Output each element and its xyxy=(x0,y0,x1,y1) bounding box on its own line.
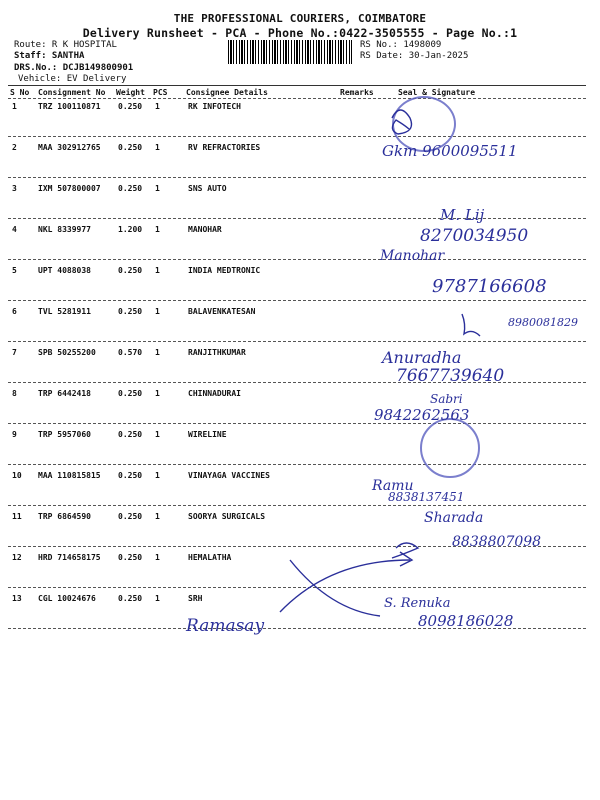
signature-row8-phone: 7667739640 xyxy=(396,366,505,386)
header-top-rule xyxy=(8,85,586,86)
signature-row8: Anuradha xyxy=(382,348,462,367)
row-consignment: SPB 50255200 xyxy=(38,348,96,357)
row-pcs: 1 xyxy=(155,266,160,275)
row-sno: 9 xyxy=(12,430,17,439)
row-weight: 0.570 xyxy=(118,348,143,357)
signature-row11: Ramu xyxy=(372,478,414,494)
barcode xyxy=(228,40,352,64)
col-pcs: PCS xyxy=(153,88,168,97)
signature-row9-phone: 9842262563 xyxy=(374,406,470,424)
company-title: THE PROFESSIONAL COURIERS, COIMBATORE xyxy=(173,12,427,25)
signature-row11-phone: 8838137451 xyxy=(388,490,465,504)
signature-row4: M. Lij xyxy=(440,206,485,224)
row-pcs: 1 xyxy=(155,430,160,439)
row-pcs: 1 xyxy=(155,389,160,398)
stamp-vaccines xyxy=(420,418,480,478)
col-remarks: Remarks xyxy=(340,88,374,97)
row-weight: 0.250 xyxy=(118,430,143,439)
signature-row15: Ramasay xyxy=(186,616,265,636)
row-divider xyxy=(8,587,586,588)
row-consignee: INDIA MEDTRONIC xyxy=(188,266,261,275)
row-pcs: 1 xyxy=(155,594,160,603)
row-sno: 1 xyxy=(12,102,17,111)
row-sno: 11 xyxy=(12,512,22,521)
row-consignee: SNS AUTO xyxy=(188,184,227,193)
row-weight: 0.250 xyxy=(118,102,143,111)
row-consignment: TRP 5957060 xyxy=(38,430,91,439)
row-weight: 0.250 xyxy=(118,594,143,603)
row-sno: 12 xyxy=(12,553,22,562)
header-bottom-rule xyxy=(8,98,586,99)
route-label: Route: R K HOSPITAL xyxy=(14,40,117,50)
row-divider xyxy=(8,177,586,178)
row-consignee: CHINNADURAI xyxy=(188,389,241,398)
row-sno: 4 xyxy=(12,225,17,234)
row-sno: 7 xyxy=(12,348,17,357)
row-consignee: BALAVENKATESAN xyxy=(188,307,256,316)
col-consignee: Consignee Details xyxy=(186,88,268,97)
row-consignment: TRZ 100110871 xyxy=(38,102,101,111)
row-pcs: 1 xyxy=(155,184,160,193)
row-consignee: MANOHAR xyxy=(188,225,222,234)
row-weight: 1.200 xyxy=(118,225,143,234)
col-weight: Weight xyxy=(116,88,145,97)
rs-date: RS Date: 30-Jan-2025 xyxy=(360,51,469,61)
row-weight: 0.250 xyxy=(118,553,143,562)
row-divider xyxy=(8,136,586,137)
row-pcs: 1 xyxy=(155,225,160,234)
row-sno: 10 xyxy=(12,471,22,480)
delivery-arrow-head xyxy=(400,552,412,566)
row-consignee: HEMALATHA xyxy=(188,553,232,562)
row-consignee: WIRELINE xyxy=(188,430,227,439)
row-divider xyxy=(8,218,586,219)
col-sno: S No xyxy=(10,88,30,97)
row-divider xyxy=(8,505,586,506)
row-weight: 0.250 xyxy=(118,307,143,316)
row-divider xyxy=(8,341,586,342)
row-weight: 0.250 xyxy=(118,512,143,521)
row-consignee: VINAYAGA VACCINES xyxy=(188,471,270,480)
signature-row4-phone: 8270034950 xyxy=(420,226,529,246)
row-divider xyxy=(8,300,586,301)
col-seal: Seal & Signature xyxy=(398,88,476,97)
rs-number: RS No.: 1498009 xyxy=(360,40,442,50)
signature-row2: Gkm 9600095511 xyxy=(382,142,518,160)
row-pcs: 1 xyxy=(155,102,160,111)
row-consignment: UPT 4088038 xyxy=(38,266,91,275)
signature-scribble-6 xyxy=(462,314,480,336)
row-sno: 2 xyxy=(12,143,17,152)
staff-label: Staff: SANTHA xyxy=(14,51,85,61)
row-consignment: MAA 110815815 xyxy=(38,471,101,480)
row-consignee: RANJITHKUMAR xyxy=(188,348,246,357)
row-weight: 0.250 xyxy=(118,184,143,193)
row-sno: 6 xyxy=(12,307,17,316)
row-weight: 0.250 xyxy=(118,266,143,275)
signature-row12: Sharada xyxy=(424,510,484,526)
row-pcs: 1 xyxy=(155,512,160,521)
signature-row14-phone: 8098186028 xyxy=(418,612,514,630)
row-consignment: CGL 10024676 xyxy=(38,594,96,603)
row-pcs: 1 xyxy=(155,143,160,152)
row-consignment: NKL 8339977 xyxy=(38,225,91,234)
row-divider xyxy=(8,259,586,260)
row-consignee: SOORYA SURGICALS xyxy=(188,512,266,521)
signature-row6-phone: 9787166608 xyxy=(432,276,547,297)
row-consignment: IXM 507800007 xyxy=(38,184,101,193)
row-pcs: 1 xyxy=(155,307,160,316)
row-sno: 13 xyxy=(12,594,22,603)
signature-row7-phone: 8980081829 xyxy=(508,316,578,329)
row-divider xyxy=(8,423,586,424)
row-sno: 5 xyxy=(12,266,17,275)
row-consignee: RK INFOTECH xyxy=(188,102,241,111)
row-consignment: MAA 302912765 xyxy=(38,143,101,152)
signature-row5: Manohar xyxy=(380,248,445,264)
row-weight: 0.250 xyxy=(118,143,143,152)
runsheet-subtitle: Delivery Runsheet - PCA - Phone No.:0422-3505555 - Page No.:1 xyxy=(82,26,518,40)
row-sno: 8 xyxy=(12,389,17,398)
delivery-cross-line xyxy=(290,560,380,616)
row-pcs: 1 xyxy=(155,553,160,562)
signature-row13-phone: 8838807098 xyxy=(452,534,542,550)
row-consignment: TRP 6442418 xyxy=(38,389,91,398)
drs-number: DRS.No.: DCJB149800901 xyxy=(14,63,134,73)
row-sno: 3 xyxy=(12,184,17,193)
row-weight: 0.250 xyxy=(118,389,143,398)
row-consignment: HRD 714658175 xyxy=(38,553,101,562)
row-consignee: SRH xyxy=(188,594,203,603)
signature-row9: Sabri xyxy=(430,392,463,406)
row-pcs: 1 xyxy=(155,348,160,357)
row-divider xyxy=(8,464,586,465)
row-consignment: TVL 5281911 xyxy=(38,307,91,316)
row-consignment: TRP 6864590 xyxy=(38,512,91,521)
row-weight: 0.250 xyxy=(118,471,143,480)
signature-row14: S. Renuka xyxy=(384,596,451,611)
row-consignee: RV REFRACTORIES xyxy=(188,143,261,152)
col-consignment: Consignment No xyxy=(38,88,106,97)
vehicle-label: Vehicle: EV Delivery xyxy=(18,74,127,84)
row-pcs: 1 xyxy=(155,471,160,480)
